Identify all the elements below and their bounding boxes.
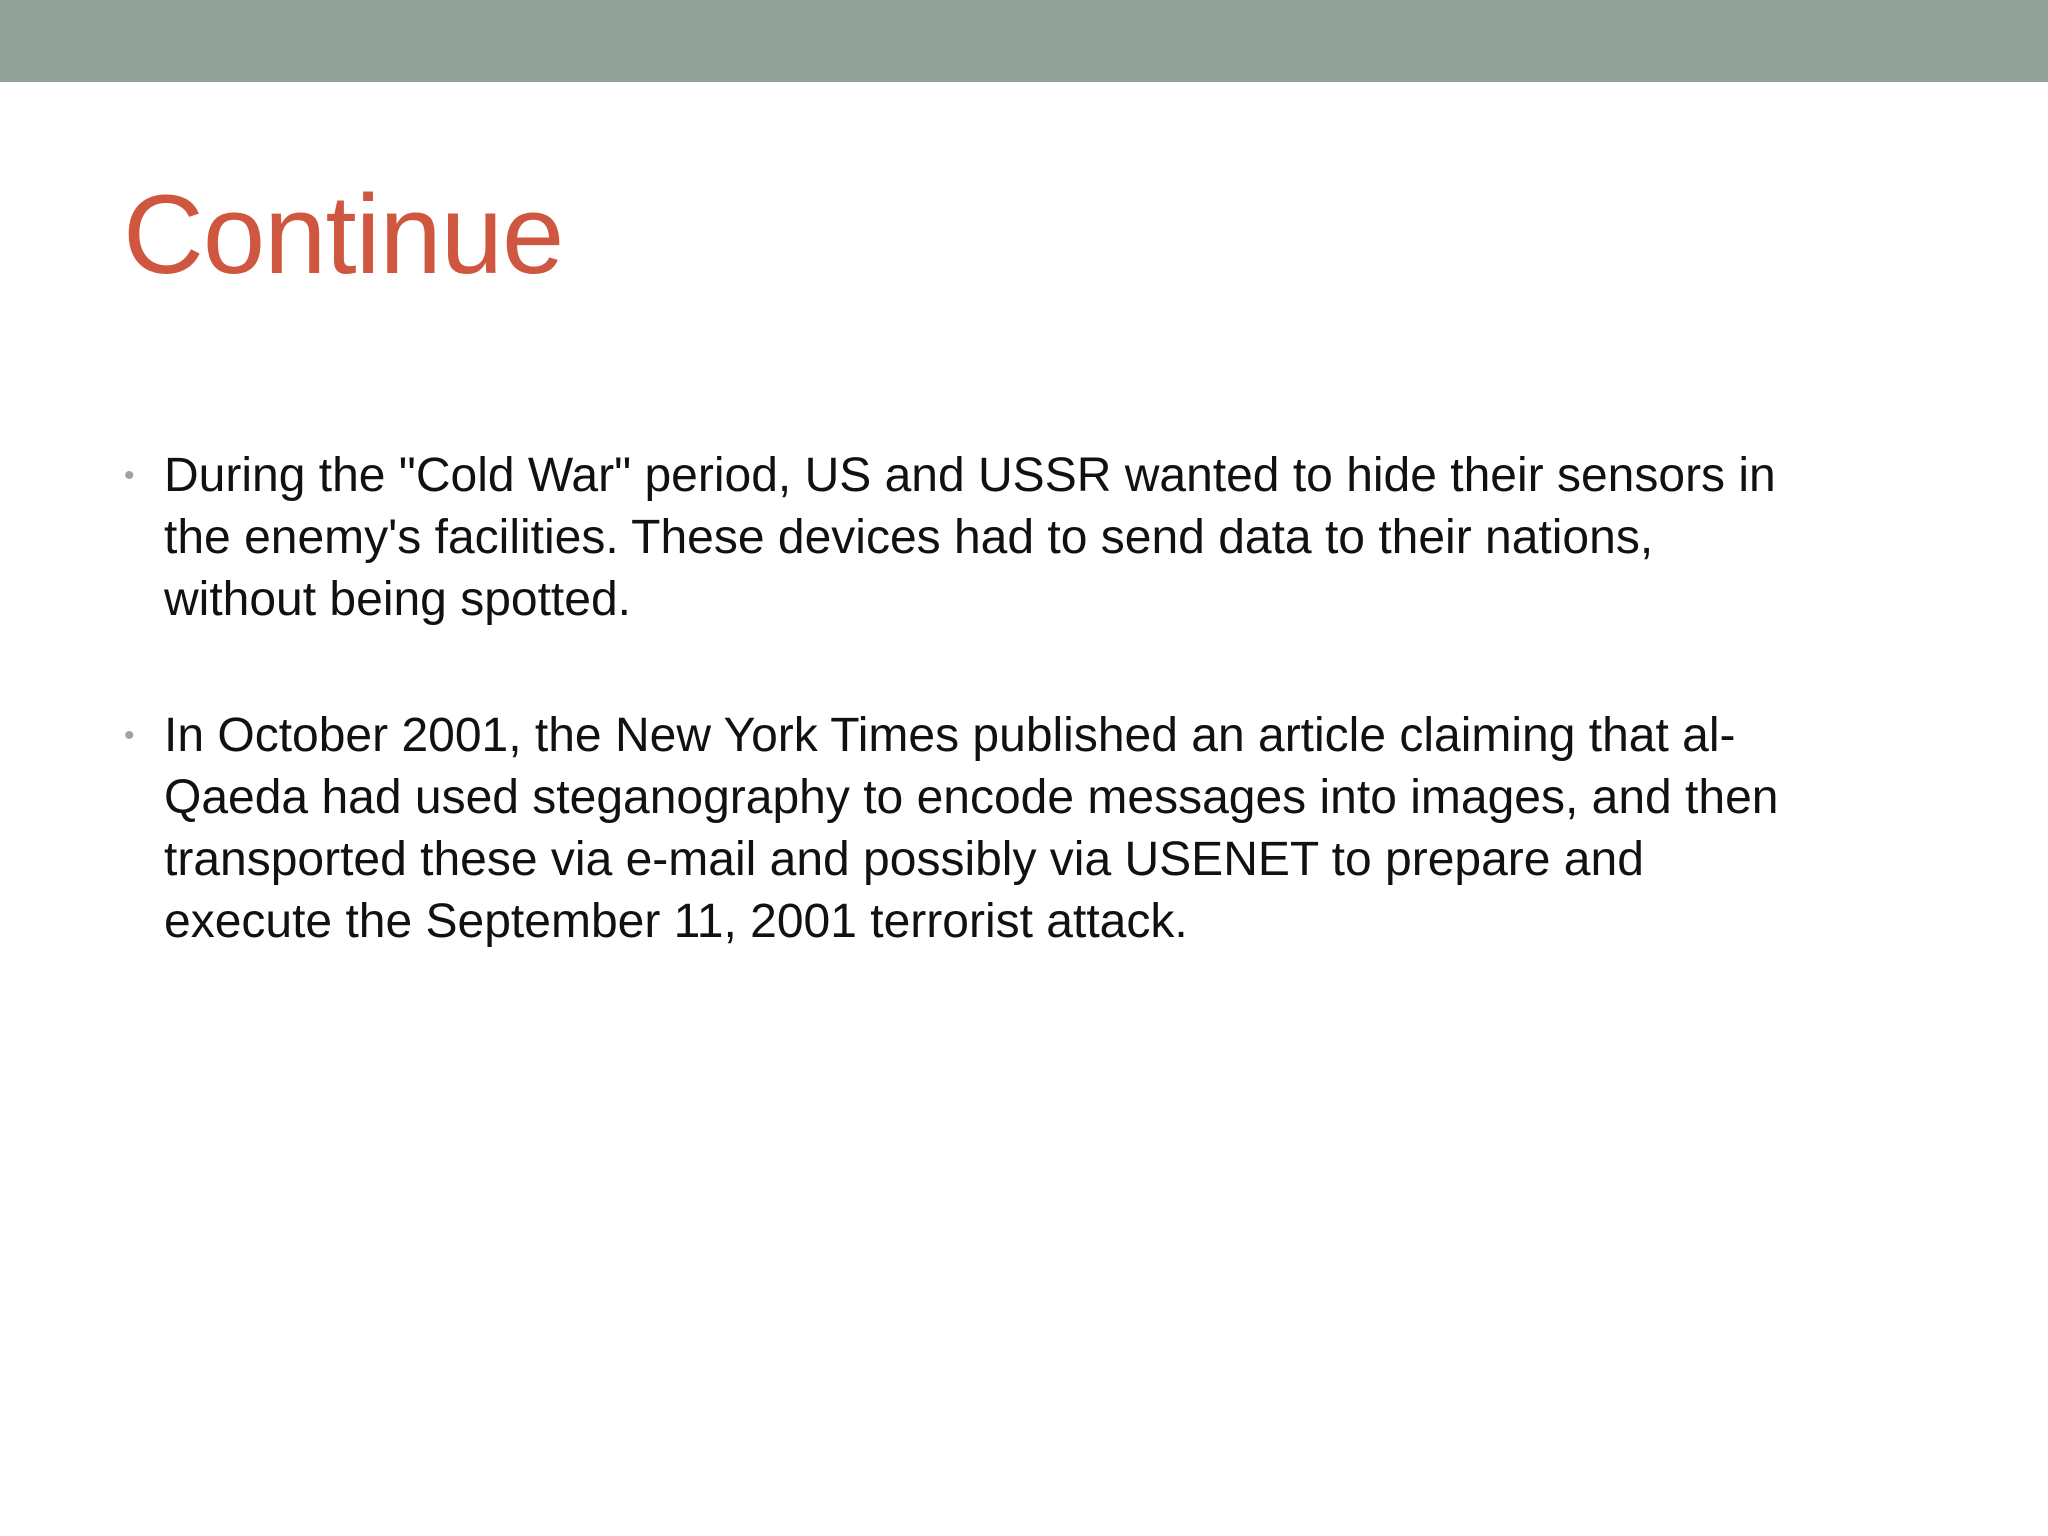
bullet-line: transported these via e-mail and possibly via USENET to prepare and [164,833,1644,886]
bullet-line: In October 2001, the New York Times published an article claiming that al- [164,709,1736,762]
bullet-line: During the "Cold War" period, US and USSR wanted to hide their sensors in [164,449,1776,502]
bullet-dot-icon: • [124,459,135,492]
bullet-text [164,705,1924,953]
bullet-line: execute the September 11, 2001 terrorist attack. [164,895,1188,948]
bullet-line: without being spotted. [164,573,631,626]
bullet-list [118,445,1918,1027]
top-accent-bar [0,0,2048,82]
bullet-text [164,445,1924,631]
bullet-line: Qaeda had used steganography to encode messages into images, and then [164,771,1779,824]
bullet-line: the enemy's facilities. These devices had to send data to their nations, [164,511,1654,564]
bullet-dot-icon: • [124,719,135,752]
bullet-item-al-qaeda [118,705,1918,953]
slide-title: Continue [123,172,564,297]
bullet-item-cold-war [118,445,1918,631]
